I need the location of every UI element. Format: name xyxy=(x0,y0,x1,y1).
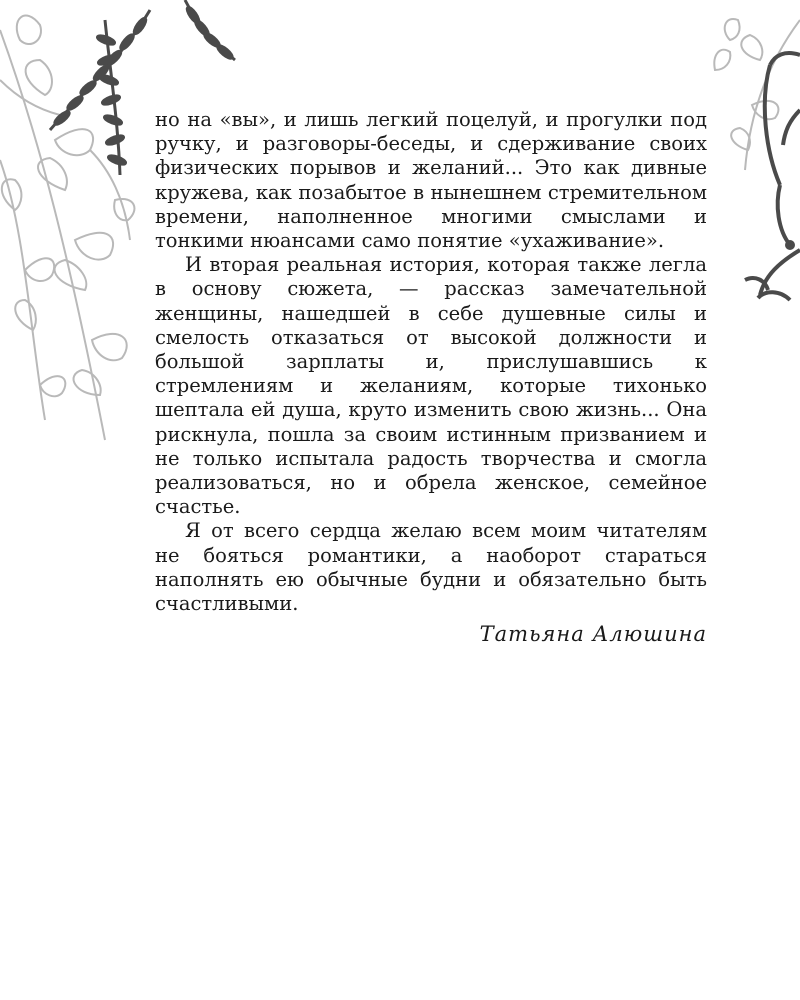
main-text xyxy=(155,108,707,646)
light-leaves-right-icon xyxy=(714,19,800,170)
paragraph-3: Я от всего сердца желаю всем моим читателям не бояться романтики, а наоборот стараться наполнять ею обычные будни и обязательно быть счастливыми. xyxy=(155,519,707,616)
paragraph-1: но на «вы», и лишь легкий поцелуй, и прогулки под ручку, и разговоры-беседы, и сдерживание своих физических порывов и желаний... Это как дивные кружева, как позабытое в нынешнем стремительном времени, наполненное многими смыслами и тонкими нюансами само понятие «ухаживание». xyxy=(155,108,707,253)
author-signature: Татьяна Алюшина xyxy=(479,622,707,647)
dark-branch-right-icon xyxy=(745,53,800,300)
paragraph-2: И вторая реальная история, которая также легла в основу сюжета, — рассказ замечательной женщины, нашедшей в себе душевные силы и смелость отказаться от высокой должности и большой зарплаты и, прислушавшись к стремлениям и желаниям, которые тихонько шептала ей душа, круто изменить свою жизнь... Она рискнула, пошла за своим истинным призванием и не только испытала радость творчества и смогла реализоваться, но и обрела женское, семейное счастье. xyxy=(155,253,707,519)
